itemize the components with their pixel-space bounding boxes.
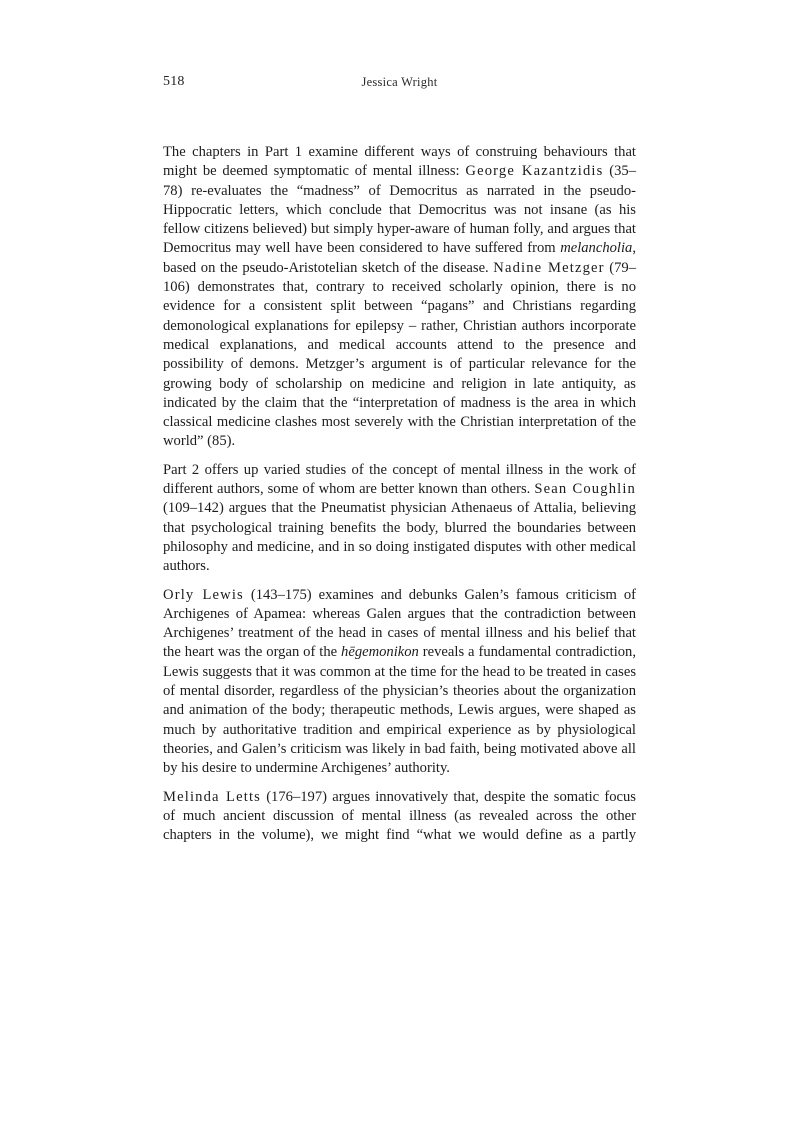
body-text-block <box>163 143 636 865</box>
author-name: Sean Coughlin <box>534 481 636 498</box>
text-run: (109–142) argues that the Pneumatist physician Athenaeus of Attalia, believing that psychological training benefits the body, blurred the boundaries between philosophy and medicine, and in so doing instigated disputes with other medical authors. <box>163 500 636 575</box>
para-orly-lewis <box>163 586 636 779</box>
text-run: (143–175) examines and debunks Galen’s famous criticism of Archigenes of Apamea: whereas Galen argues that the contradiction between Archigenes’ treatment of the head in cases of mental illness and his belief that the heart was the organ of the <box>163 586 636 661</box>
text-run: reveals a fundamental contradiction, Lewis suggests that it was common at the time for the head to be treated in cases of mental disorder, regardless of the physician’s theories about the organization and animation of the body; therapeutic methods, Lewis argues, were shaped as much by authoritative tradition and empirical experience as by physiological theories, and Galen’s criticism was likely in bad faith, being motivated above all by his desire to undermine Archigenes’ authority. <box>163 644 636 777</box>
text-run: , based on the pseudo-Aristotelian sketch of the disease. <box>163 240 636 276</box>
author-name: Nadine Metzger <box>493 259 605 276</box>
author-name: George Kazantzidis <box>465 163 604 180</box>
text-run: Part 2 offers up varied studies of the concept of mental illness in the work of different authors, some of whom are better known than others. <box>163 461 636 498</box>
page-number: 518 <box>163 74 185 89</box>
italic-term: hēgemonikon <box>341 644 419 661</box>
text-run: (79–106) demonstrates that, contrary to received scholarly opinion, there is no evidence for a consistent split between “pagans” and Christians regarding demonological explanations for epilepsy – rather, Christian authors incorporate medical explanations, and medical accounts attend to the presence and possibility of demons. Metzger’s argument is of particular relevance for the growing body of scholarship on medicine and religion in late antiquity, as indicated by the claim that the “interpretation of madness is the area in which classical medicine clashes most severely with the Christian interpretation of the world” (85). <box>163 259 636 450</box>
para-melinda-letts <box>163 788 636 865</box>
para-part1 <box>163 143 636 452</box>
text-run: The chapters in Part 1 examine different ways of construing behaviours that might be deemed symptomatic of mental illness: <box>163 144 636 180</box>
text-run: (35–78) re-evaluates the “madness” of Democritus as narrated in the pseudo-Hippocratic letters, which conclude that Democritus was not insane (as his fellow citizens believed) but simply hyper-aware of human folly, and argues that Democritus may well have been considered to have suffered from <box>163 163 637 257</box>
text-run: (176–197) argues innovatively that, despite the somatic focus of much ancient discussion of mental illness (as revealed across the other chapters in the volume), we might find “what we would define as a partly <box>163 788 636 844</box>
author-name: Melinda Letts <box>163 788 261 805</box>
para-part2 <box>163 461 636 577</box>
author-name: Orly Lewis <box>163 586 244 603</box>
italic-term: melancholia <box>560 240 633 257</box>
running-head <box>163 72 636 92</box>
running-head-title: Jessica Wright <box>361 75 438 89</box>
